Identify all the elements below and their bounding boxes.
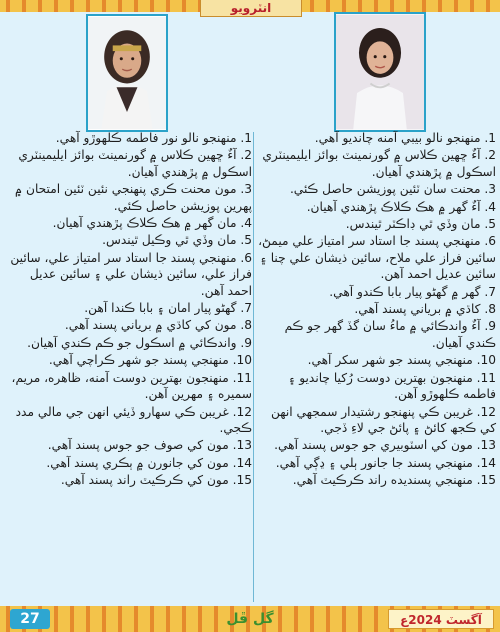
page-footer	[0, 606, 500, 632]
portrait-photo-girl-1	[88, 16, 166, 130]
list-item: 5. مان وڏي ٿي ڊاڪٽر ٿيندس.	[345, 217, 496, 232]
portrait-photo-left	[86, 14, 168, 132]
list-item: 8. کاڌي ۾ برياني پسند آهي.	[354, 302, 496, 317]
list-item: 12. غريبن ڪي سهارو ڏيئي انهن جي مالي مدد ڪجي.	[15, 404, 252, 435]
list-item: 6. منهنجي پسند جا استاد سر امتياز علي ميمڻ، سائين فراز علي ملاح، سائين ذيشان علي چنا ۽ سائين عديل احمد آهن.	[258, 234, 496, 282]
list-item: 10. منهنجي پسند جو شهر ڪراچي آهي.	[48, 353, 252, 368]
magazine-logo: گل ڦل	[226, 611, 274, 627]
interview-column-left	[6, 130, 252, 490]
list-item: 9. واندڪائي ۾ اسڪول جو ڪم ڪندي آهيان.	[27, 335, 252, 350]
page-number: 27	[10, 609, 50, 629]
list-item: 11. منهنجون بهترين دوست رُکيا چانديو ۽ فاطمه ڪلهوڙو آهن.	[288, 370, 496, 402]
list-item: 5. مان وڏي ٿي وڪيل ٿيندس.	[102, 233, 252, 248]
list-item: 1. منهنجو نالو بيبي آمنه چانديو آهي.	[314, 131, 496, 145]
list-item: 15. مون کي ڪرڪيٽ راند پسند آهي.	[60, 473, 252, 488]
list-item: 4. آءٌ گهر ۾ هڪ ڪلاڪ پڙهندي آهيان.	[306, 199, 496, 214]
issue-date: آگسٽ 2024ع	[388, 609, 494, 629]
list-item: 13. مون کي اسٽوبيري جو جوس پسند آهي.	[274, 438, 496, 453]
list-item: 3. مون محنت ڪري پنهنجي نئين ٽئين امتحان ۾ پهرين پوزيشن حاصل ڪئي.	[15, 182, 252, 213]
list-item: 3. محنت سان ٽئين پوزيشن حاصل ڪئي.	[289, 182, 496, 197]
column-divider	[253, 132, 254, 602]
list-item: 15. منهنجي پسنديده راند ڪرڪيٽ آهي.	[292, 473, 496, 488]
list-item: 1. منهنجو نالو نور فاطمه ڪلهوڙو آهي.	[55, 131, 252, 145]
list-item: 11. منهنجون بهترين دوست آمنه، ظاهره، مريم، سميره ۽ مهرين آهن.	[11, 370, 252, 402]
list-item: 12. غريبن ڪي پنهنجو رشتيدار سمجهي انهن کي ڪجھ کائڻ ۽ پائڻ جي لاءِ ڏجي.	[270, 404, 496, 435]
list-item: 13. مون کي صوف جو جوس پسند آهي.	[47, 438, 252, 453]
list-item: 10. منهنجي پسند جو شهر سکر آهي.	[307, 353, 496, 368]
list-item: 6. منهنجي پسند جا استاد سر امتياز علي، سائين فراز علي، سائين ذيشان علي ۽ سائين عديل احمد آهن.	[10, 250, 252, 298]
list-item: 8. مون کي کاڌي ۾ برياني پسند آهي.	[64, 318, 252, 333]
list-item: 7. گهڻو پيار امان ۽ بابا ڪندا آهن.	[84, 301, 252, 316]
list-item: 7. گهر ۾ گهڻو پيار بابا ڪندو آهي.	[329, 284, 496, 299]
interview-column-right	[256, 130, 496, 490]
list-item: 4. مان گهر ۾ هڪ ڪلاڪ پڙهندي آهيان.	[52, 216, 252, 231]
list-item: 2. آءٌ ڇهين ڪلاس ۾ گورنمينٽ بوائز ايليمينٽري اسڪول ۾ پڙهندي آهيان.	[262, 148, 496, 179]
list-item: 14. منهنجي پسند جا جانور ٻلي ۽ ڍڳي آهي.	[275, 455, 496, 470]
list-item: 14. مون کي جانورن ۾ ٻڪري پسند آهي.	[46, 455, 252, 470]
list-item: 2. آءٌ ڇهين ڪلاس ۾ گورنمينٽ بوائز ايليمينٽري اسڪول ۾ پڙهندي آهيان.	[18, 148, 252, 179]
portrait-photo-right	[334, 12, 426, 132]
page-title: انٽرويو	[200, 0, 302, 17]
list-item: 9. آءٌ واندڪائي ۾ ماءُ سان گڏ گهر جو ڪم ڪندي آهيان.	[284, 319, 496, 350]
portrait-photo-girl-2	[336, 14, 424, 130]
